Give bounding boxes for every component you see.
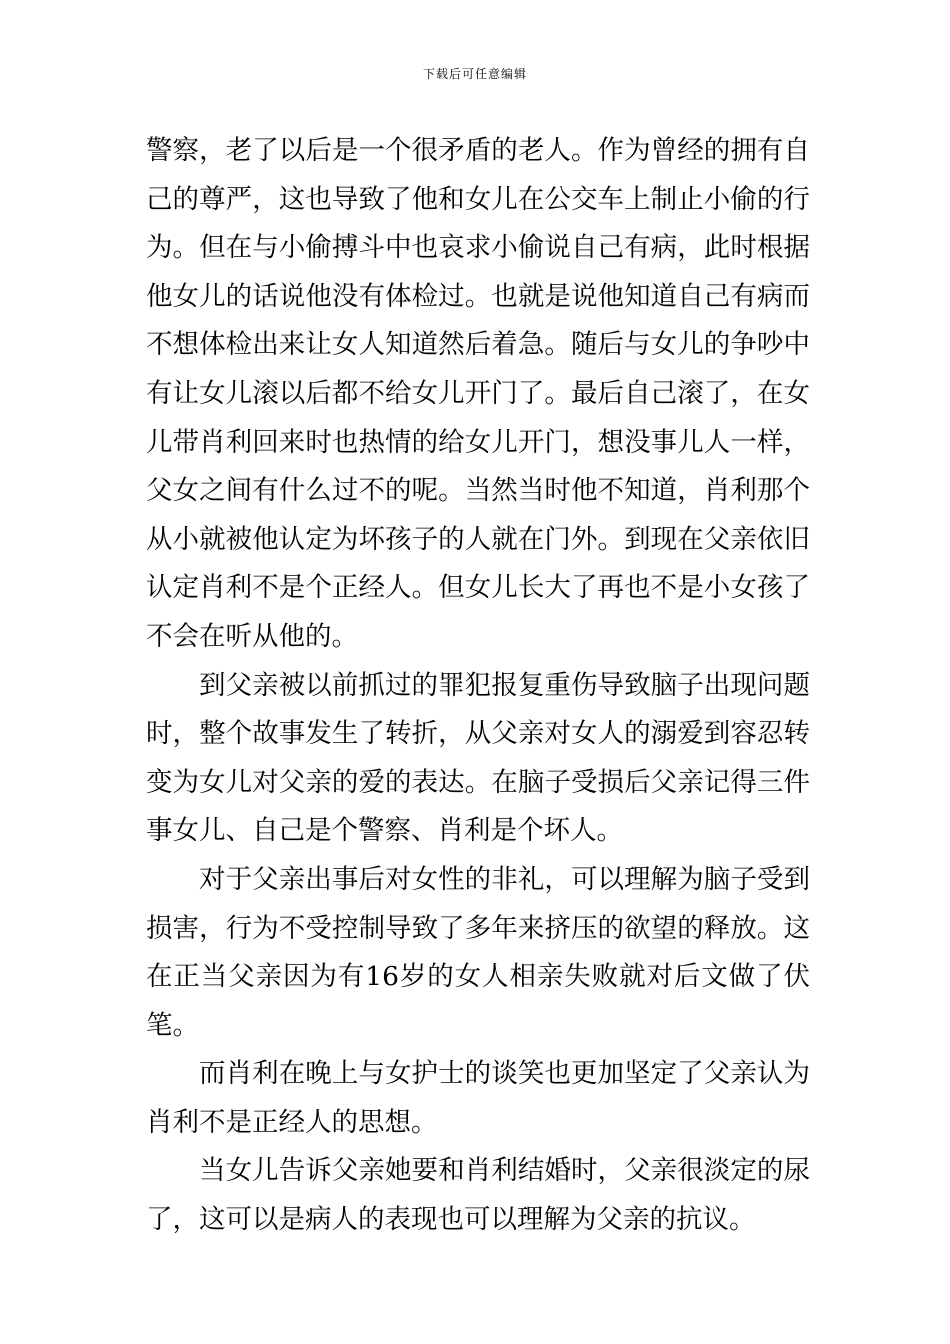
paragraph-1: 警察，老了以后是一个很矛盾的老人。作为曾经的拥有自己的尊严，这也导致了他和女儿在公交车上制止小偷的行为。但在与小偷搏斗中也哀求小偷说自己有病，此时根据他女儿的话说他没有体检过。也就是说他知道自己有病而不想体检出来让女人知道然后着急。随后与女儿的争吵中有让女儿滚以后都不给女儿开门了。最后自己滚了，在女儿带肖利回来时也热情的给女儿开门，想没事儿人一样，父女之间有什么过不的呢。当然当时他不知道，肖利那个从小就被他认定为坏孩子的人就在门外。到现在父亲依旧认定肖利不是个正经人。但女儿长大了再也不是小女孩了不会在听从他的。 xyxy=(146,135,810,652)
paragraph-5: 当女儿告诉父亲她要和肖利结婚时，父亲很淡定的尿了，这可以是病人的表现也可以理解为父亲的抗议。 xyxy=(146,1155,810,1236)
paragraph-4: 而肖利在晚上与女护士的谈笑也更加坚定了父亲认为肖利不是正经人的思想。 xyxy=(146,1058,810,1138)
document-body xyxy=(146,127,810,1245)
paragraph-2: 到父亲被以前抓过的罪犯报复重伤导致脑子出现问题时，整个故事发生了转折，从父亲对女人的溺爱到容忍转变为女儿对父亲的爱的表达。在脑子受损后父亲记得三件事女儿、自己是个警察、肖利是个坏人。 xyxy=(146,669,810,847)
paragraph-3: 对于父亲出事后对女性的非礼，可以理解为脑子受到损害，行为不受控制导致了多年来挤压的欲望的释放。这在正当父亲因为有16岁的女人相亲失败就对后文做了伏笔。 xyxy=(146,863,810,1041)
page-header: 下载后可任意编辑 xyxy=(422,67,527,81)
